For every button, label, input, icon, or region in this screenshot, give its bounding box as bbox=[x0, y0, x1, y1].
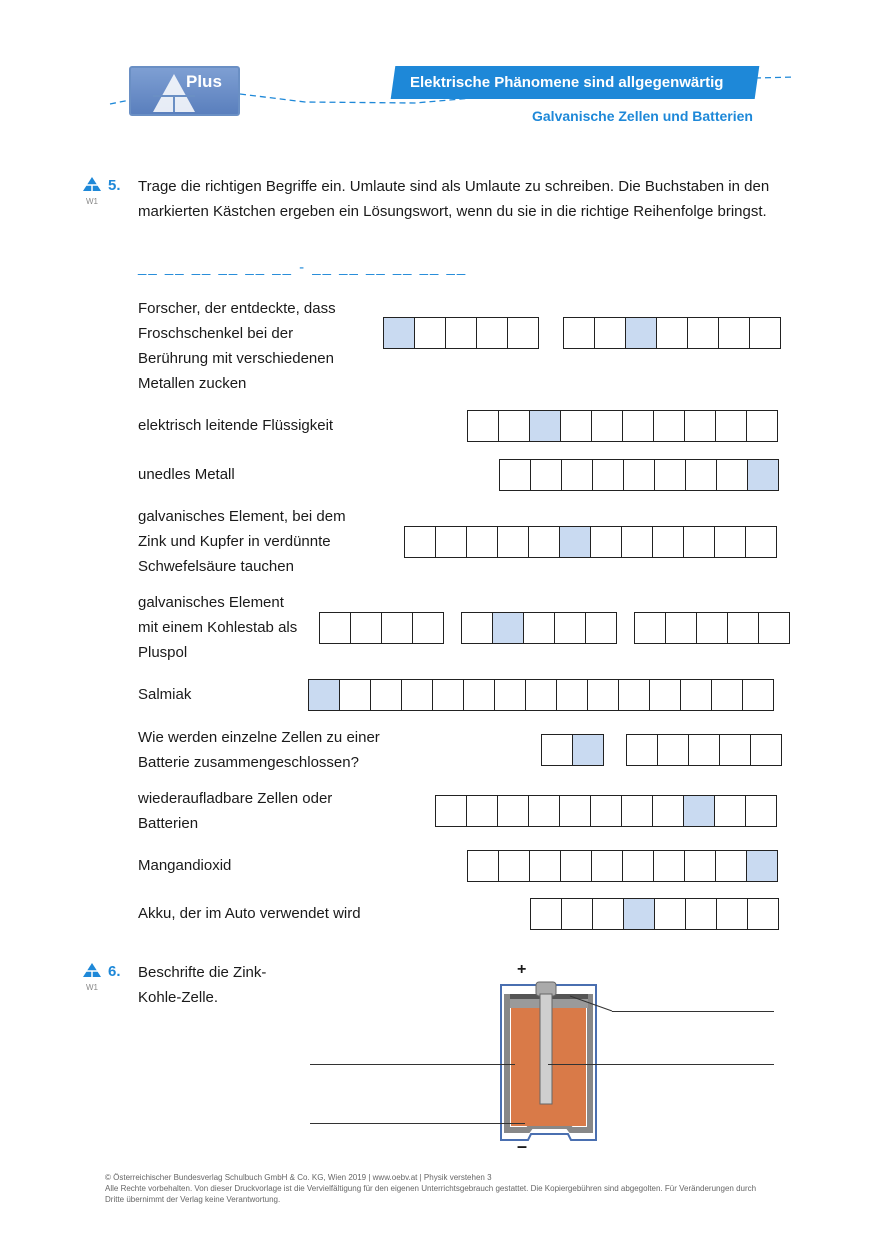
letter-box[interactable] bbox=[466, 526, 498, 558]
letter-box[interactable] bbox=[747, 898, 779, 930]
plus-sign: + bbox=[517, 961, 527, 978]
letter-box[interactable] bbox=[687, 317, 719, 349]
letter-box[interactable] bbox=[680, 679, 712, 711]
letter-box[interactable] bbox=[750, 734, 782, 766]
letter-box[interactable] bbox=[745, 526, 777, 558]
letter-box[interactable] bbox=[623, 459, 655, 491]
clue-text: Wie werden einzelne Zellen zu einer Batterie zusammengeschlossen? bbox=[138, 729, 380, 771]
task-number: 5. bbox=[108, 177, 121, 194]
letter-box[interactable] bbox=[749, 317, 781, 349]
letter-box[interactable] bbox=[656, 317, 688, 349]
letter-box[interactable] bbox=[652, 526, 684, 558]
letter-box[interactable] bbox=[634, 612, 666, 644]
letter-box[interactable] bbox=[594, 317, 626, 349]
footer-rights: Alle Rechte vorbehalten. Von dieser Druckvorlage ist die Vervielfältigung für den eigenen Unterrichtsgebrauch gestattet. Die Kopiergebühren sind abgegolten. Für Veränderungen durch Dritte übernimmt der Verlag keine Verantwortung. bbox=[105, 1184, 757, 1204]
letter-box[interactable] bbox=[350, 612, 382, 644]
task-instruction: Trage die richtigen Begriffe ein. Umlaute sind als Umlaute zu schreiben. Die Buchstaben in den markierten Kästchen ergeben ein Lösungswort, wenn du sie in die richtige Reihenfolge bringst. bbox=[138, 178, 770, 220]
letter-box[interactable] bbox=[563, 317, 595, 349]
answer-boxes[interactable] bbox=[530, 898, 778, 930]
task-level-label: W1 bbox=[86, 983, 98, 992]
letter-box[interactable] bbox=[685, 898, 717, 930]
letter-box[interactable] bbox=[716, 459, 748, 491]
answer-boxes[interactable] bbox=[499, 459, 778, 491]
answer-word-blanks[interactable]: __ __ __ __ __ __ - __ __ __ __ __ __ bbox=[138, 259, 468, 276]
letter-box[interactable] bbox=[530, 898, 562, 930]
letter-box[interactable] bbox=[523, 612, 555, 644]
letter-box[interactable] bbox=[585, 612, 617, 644]
answer-boxes[interactable] bbox=[461, 612, 616, 644]
letter-box[interactable] bbox=[541, 734, 573, 766]
footer-copyright: © Österreichischer Bundesverlag Schulbuch GmbH & Co. KG, Wien 2019 | www.oebv.at | Physik verstehen 3 bbox=[105, 1173, 492, 1182]
footer bbox=[105, 1172, 765, 1205]
letter-box[interactable] bbox=[339, 679, 371, 711]
letter-box[interactable] bbox=[654, 459, 686, 491]
label-pointer bbox=[568, 994, 618, 1014]
letter-box[interactable] bbox=[404, 526, 436, 558]
solution-letter-box[interactable] bbox=[383, 317, 415, 349]
answer-boxes[interactable] bbox=[319, 612, 443, 644]
solution-letter-box[interactable] bbox=[746, 850, 778, 882]
letter-box[interactable] bbox=[758, 612, 790, 644]
letter-box[interactable] bbox=[653, 410, 685, 442]
letter-box[interactable] bbox=[463, 679, 495, 711]
clue-text: Mangandioxid bbox=[138, 857, 232, 874]
label-line[interactable] bbox=[612, 1011, 774, 1012]
letter-box[interactable] bbox=[621, 526, 653, 558]
letter-box[interactable] bbox=[476, 317, 508, 349]
label-line[interactable] bbox=[310, 1064, 515, 1065]
solution-letter-box[interactable] bbox=[625, 317, 657, 349]
letter-box[interactable] bbox=[381, 612, 413, 644]
logo-triangle-icon bbox=[131, 68, 238, 114]
letter-box[interactable] bbox=[414, 317, 446, 349]
letter-box[interactable] bbox=[592, 898, 624, 930]
answer-boxes[interactable] bbox=[634, 612, 789, 644]
letter-box[interactable] bbox=[591, 850, 623, 882]
answer-boxes[interactable] bbox=[383, 317, 538, 349]
letter-box[interactable] bbox=[621, 795, 653, 827]
letter-box[interactable] bbox=[715, 410, 747, 442]
letter-box[interactable] bbox=[590, 795, 622, 827]
task-instruction: Beschrifte die Zink-Kohle-Zelle. bbox=[138, 964, 267, 1006]
logo-text: Plus bbox=[186, 72, 222, 91]
letter-box[interactable] bbox=[683, 526, 715, 558]
letter-box[interactable] bbox=[684, 850, 716, 882]
letter-box[interactable] bbox=[718, 317, 750, 349]
letter-box[interactable] bbox=[432, 679, 464, 711]
letter-box[interactable] bbox=[497, 795, 529, 827]
letter-box[interactable] bbox=[727, 612, 759, 644]
letter-box[interactable] bbox=[742, 679, 774, 711]
letter-box[interactable] bbox=[622, 850, 654, 882]
letter-box[interactable] bbox=[626, 734, 658, 766]
letter-box[interactable] bbox=[412, 612, 444, 644]
letter-box[interactable] bbox=[714, 526, 746, 558]
task-level-label: W1 bbox=[86, 197, 98, 206]
label-line[interactable] bbox=[548, 1064, 774, 1065]
letter-box[interactable] bbox=[653, 850, 685, 882]
letter-box[interactable] bbox=[657, 734, 689, 766]
letter-box[interactable] bbox=[745, 795, 777, 827]
solution-letter-box[interactable] bbox=[529, 410, 561, 442]
letter-box[interactable] bbox=[696, 612, 728, 644]
clue-text: galvanisches Element, bei dem Zink und Kupfer in verdünnte Schwefelsäure tauchen bbox=[138, 508, 346, 575]
letter-box[interactable] bbox=[711, 679, 743, 711]
answer-boxes[interactable] bbox=[467, 850, 777, 882]
letter-box[interactable] bbox=[435, 526, 467, 558]
letter-box[interactable] bbox=[525, 679, 557, 711]
clue-text: Salmiak bbox=[138, 686, 192, 703]
task-number: 6. bbox=[108, 963, 121, 980]
letter-box[interactable] bbox=[499, 459, 531, 491]
solution-letter-box[interactable] bbox=[683, 795, 715, 827]
letter-box[interactable] bbox=[445, 317, 477, 349]
task-level-icon bbox=[83, 176, 101, 192]
label-line[interactable] bbox=[310, 1123, 525, 1124]
answer-boxes[interactable] bbox=[563, 317, 780, 349]
letter-box[interactable] bbox=[507, 317, 539, 349]
letter-box[interactable] bbox=[652, 795, 684, 827]
solution-letter-box[interactable] bbox=[492, 612, 524, 644]
letter-box[interactable] bbox=[685, 459, 717, 491]
letter-box[interactable] bbox=[466, 795, 498, 827]
letter-box[interactable] bbox=[461, 612, 493, 644]
letter-box[interactable] bbox=[591, 410, 623, 442]
letter-box[interactable] bbox=[560, 410, 592, 442]
letter-box[interactable] bbox=[435, 795, 467, 827]
letter-box[interactable] bbox=[529, 850, 561, 882]
task-level-icon bbox=[83, 962, 101, 978]
letter-box[interactable] bbox=[665, 612, 697, 644]
clue-text: galvanisches Element mit einem Kohlestab als Pluspol bbox=[138, 594, 298, 661]
solution-letter-box[interactable] bbox=[559, 526, 591, 558]
letter-box[interactable] bbox=[561, 898, 593, 930]
letter-box[interactable] bbox=[590, 526, 622, 558]
letter-box[interactable] bbox=[467, 410, 499, 442]
letter-box[interactable] bbox=[401, 679, 433, 711]
letter-box[interactable] bbox=[497, 526, 529, 558]
solution-letter-box[interactable] bbox=[747, 459, 779, 491]
letter-box[interactable] bbox=[467, 850, 499, 882]
letter-box[interactable] bbox=[370, 679, 402, 711]
letter-box[interactable] bbox=[716, 898, 748, 930]
section-subtitle: Galvanische Zellen und Batterien bbox=[532, 108, 753, 124]
solution-letter-box[interactable] bbox=[308, 679, 340, 711]
letter-box[interactable] bbox=[746, 410, 778, 442]
letter-box[interactable] bbox=[556, 679, 588, 711]
clue-text: Forscher, der entdeckte, dass Froschschenkel bei der Berührung mit verschiedenen Metallen zucken bbox=[138, 300, 336, 392]
letter-box[interactable] bbox=[714, 795, 746, 827]
answer-boxes[interactable] bbox=[626, 734, 781, 766]
letter-box[interactable] bbox=[528, 526, 560, 558]
letter-box[interactable] bbox=[688, 734, 720, 766]
letter-box[interactable] bbox=[618, 679, 650, 711]
letter-box[interactable] bbox=[559, 795, 591, 827]
letter-box[interactable] bbox=[719, 734, 751, 766]
letter-box[interactable] bbox=[560, 850, 592, 882]
letter-box[interactable] bbox=[587, 679, 619, 711]
letter-box[interactable] bbox=[319, 612, 351, 644]
letter-box[interactable] bbox=[622, 410, 654, 442]
letter-box[interactable] bbox=[654, 898, 686, 930]
letter-box[interactable] bbox=[684, 410, 716, 442]
letter-box[interactable] bbox=[498, 850, 530, 882]
letter-box[interactable] bbox=[561, 459, 593, 491]
solution-letter-box[interactable] bbox=[572, 734, 604, 766]
clue-text: unedles Metall bbox=[138, 466, 235, 483]
clue-text: elektrisch leitende Flüssigkeit bbox=[138, 417, 334, 434]
clue-text: Akku, der im Auto verwendet wird bbox=[138, 905, 361, 922]
letter-box[interactable] bbox=[498, 410, 530, 442]
letter-box[interactable] bbox=[649, 679, 681, 711]
letter-box[interactable] bbox=[554, 612, 586, 644]
answer-boxes[interactable] bbox=[308, 679, 773, 711]
answer-boxes[interactable] bbox=[404, 526, 776, 558]
clue-text: wiederaufladbare Zellen oder Batterien bbox=[138, 790, 333, 832]
letter-box[interactable] bbox=[530, 459, 562, 491]
logo bbox=[129, 66, 240, 116]
letter-box[interactable] bbox=[528, 795, 560, 827]
letter-box[interactable] bbox=[715, 850, 747, 882]
letter-box[interactable] bbox=[494, 679, 526, 711]
letter-box[interactable] bbox=[592, 459, 624, 491]
solution-letter-box[interactable] bbox=[623, 898, 655, 930]
banner-title: Elektrische Phänomene sind allgegenwärtig bbox=[410, 74, 724, 91]
answer-boxes[interactable] bbox=[467, 410, 777, 442]
answer-boxes[interactable] bbox=[541, 734, 603, 766]
answer-boxes[interactable] bbox=[435, 795, 776, 827]
minus-sign: – bbox=[517, 1136, 528, 1156]
